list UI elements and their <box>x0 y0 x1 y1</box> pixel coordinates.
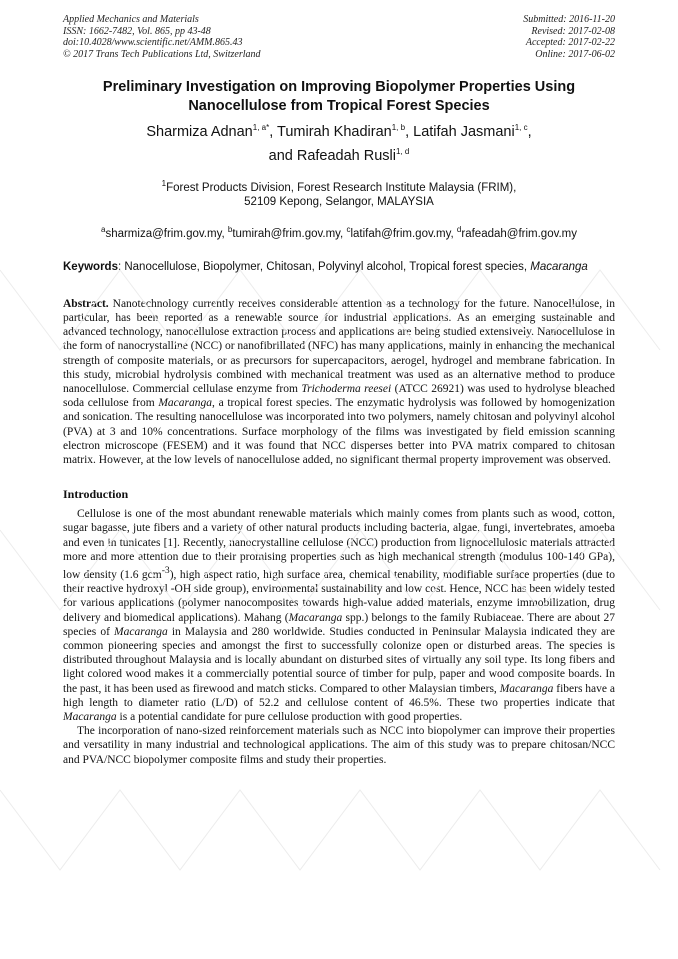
author-name: Tumirah Khadiran <box>277 123 392 140</box>
author-sep: , <box>405 123 414 140</box>
affiliation-line-1 <box>63 176 615 196</box>
affiliation-text: Forest Products Division, Forest Research Institute Malaysia (FRIM), <box>166 181 517 194</box>
affiliation <box>63 176 615 211</box>
para-text: is a potential candidate for pure cellulose production with good properties. <box>116 710 463 723</box>
author-line-2 <box>63 142 615 166</box>
email-sup: d <box>456 225 462 235</box>
introduction-paragraph-2: The incorporation of nano-sized reinforcement materials such as NCC into biopolymer can improve their properties and versatility in many industrial and technological applications. The aim of this study was to prepare chitosan/NCC and PVA/NCC biopolymer composite films and study their properties. <box>63 725 615 766</box>
para-text: in Malaysia and 280 worldwide. Studies conducted in Peninsular Malaysia indicated they are common pioneering species and amongst the first to successfully colonize open or disturbed areas. The species is distributed throughout Malaysia and is locally abundant on disturbed sites of virtually any soil type. Its long fibers and light colored wood makes it a commercially potential source of timber for pulp, paper and wood composite boards. In the past, it has been used as firewood and match sticks. Compared to other Malaysian timbers, <box>63 625 615 695</box>
date-accepted: Accepted: 2017-02-22 <box>525 37 615 48</box>
author-name: Latifah Jasmani <box>413 123 515 140</box>
author-sep: , <box>527 123 532 140</box>
author-emails <box>63 222 615 242</box>
author-line-1 <box>63 118 615 142</box>
publication-dates <box>523 14 615 60</box>
introduction-heading: Introduction <box>63 487 129 502</box>
abstract-italic: Macaranga <box>158 397 213 410</box>
date-online: Online: 2017-06-02 <box>535 48 615 60</box>
author-sup: 1, b <box>391 123 406 132</box>
abstract <box>63 297 615 467</box>
email-sup: b <box>227 225 233 235</box>
abstract-italic: Trichoderma reesei <box>301 383 392 396</box>
journal-copyright: © 2017 Trans Tech Publications Ltd, Switzerland <box>63 48 261 60</box>
date-submitted: Submitted: 2016-11-20 <box>523 14 615 25</box>
para-text: ), high aspect ratio, high surface area, chemical tenability, modifiable surface properties (due to their reactive hydroxyl -OH side group), environmental sustainability and low cost. Hence, NCC has been widely tested for various applications (polymer nanocomposites towards high-value added materials, enzyme immobilization, drug delivery and biomedical applications). Mahang ( <box>63 568 615 624</box>
abstract-text: (ATCC 26921) was used to hydrolyse bleached soda cellulose from <box>63 383 616 410</box>
para-italic: Macaranga <box>288 611 343 624</box>
journal-doi[interactable]: doi:10.4028/www.scientific.net/AMM.865.43 <box>63 37 243 48</box>
journal-info <box>63 14 261 60</box>
journal-header <box>63 14 615 60</box>
abstract-label: Abstract. <box>63 297 109 310</box>
email-link[interactable]: latifah@frim.gov.my, <box>350 228 457 241</box>
para-italic: Macaranga <box>499 682 554 695</box>
introduction-paragraph-1 <box>63 507 615 724</box>
journal-issn: ISSN: 1662-7482, Vol. 865, pp 43-48 <box>63 25 211 37</box>
email-sup: c <box>346 225 351 235</box>
author-sup: 1, c <box>514 123 528 132</box>
author-sup: 1, a* <box>252 123 270 132</box>
keywords <box>63 260 615 275</box>
para-sup: -3 <box>161 565 170 577</box>
keywords-text: : Nanocellulose, Biopolymer, Chitosan, Polyvinyl alcohol, Tropical forest species, <box>117 261 531 274</box>
abstract-text: Nanotechnology currently receives considerable attention as a technology for the future. Nanocellulose, in particular, has been reported as a renewable source for industrial applications. As an emerging sustainable and advanced technology, nanocellulose extraction process and applications are being studied extensively. Nanocellulose in the form of nanocrystalline (NCC) or nanofibrillated (NFC) has many applications, mainly in enhancing the mechanical strength of composite materials, or as precursors for supercapacitors, aerogel, hydrogel and membrane fabrication. In this study, microbial hydrolysis combined with mechanical treatment was used as an alternative method to produce nanocellulose. Commercial cellulase enzyme from <box>63 297 615 396</box>
journal-name: Applied Mechanics and Materials <box>63 14 199 25</box>
email-link[interactable]: rafeadah@frim.gov.my <box>461 228 578 241</box>
author-sep: , <box>269 123 278 140</box>
author-name: Sharmiza Adnan <box>146 123 253 140</box>
keywords-label: Keywords <box>63 261 118 274</box>
para-text: fibers have a high length to diameter ratio (L/D) of 52.2 and cellulose content of 46.5%. These two properties indicate that <box>63 682 616 709</box>
title-line-1: Preliminary Investigation on Improving Biopolymer Properties Using <box>102 79 576 95</box>
affiliation-sup: 1 <box>161 178 167 188</box>
affiliation-line-2: 52109 Kepong, Selangor, MALAYSIA <box>244 196 434 209</box>
para-italic: Macaranga <box>63 710 117 723</box>
paper-title <box>63 78 615 116</box>
para-text: spp.) belongs to the family Rubiaceae. There are about 27 species of <box>63 611 615 638</box>
abstract-text: , a tropical forest species. The enzymatic hydrolysis was followed by homogenization and sonication. The resulting nanocellulose was incorporated into two polymers, namely chitosan and polyvinyl alcohol (PVA) at 3 and 10% concentrations. Surface morphology of the films was investigated by field emission scanning electron microscope (FESEM) and it was found that NCC disperses better into PVA matrix compared to chitosan matrix. However, at the low levels of nanocellulose added, no significant thermal property improvement was observed. <box>63 397 616 467</box>
keywords-italic: Macaranga <box>530 261 588 274</box>
email-sup: a <box>100 225 106 235</box>
author-name: and Rafeadah Rusli <box>268 147 397 164</box>
email-link[interactable]: sharmiza@frim.gov.my, <box>105 228 228 241</box>
para-text: Cellulose is one of the most abundant renewable materials which mainly comes from plants such as wood, cotton, sugar bagasse, jute fibers and a variety of other natural products including bacteria, algae, fungi, invertebrates, amoeba and even in tunicates [1]. Recently, nanocrystalline cellulose (NCC) production from lignocellulosic materials attracted more and more attention due to their promising properties such as high mechanical strength (modulus 100-140 GPa), low density (1.6 gcm <box>63 508 615 581</box>
email-link[interactable]: tumirah@frim.gov.my, <box>232 228 347 241</box>
para-italic: Macaranga <box>114 625 168 638</box>
title-line-2: Nanocellulose from Tropical Forest Species <box>188 98 490 114</box>
author-sup: 1, d <box>396 146 410 156</box>
date-revised: Revised: 2017-02-08 <box>531 25 615 37</box>
author-list <box>63 118 615 166</box>
